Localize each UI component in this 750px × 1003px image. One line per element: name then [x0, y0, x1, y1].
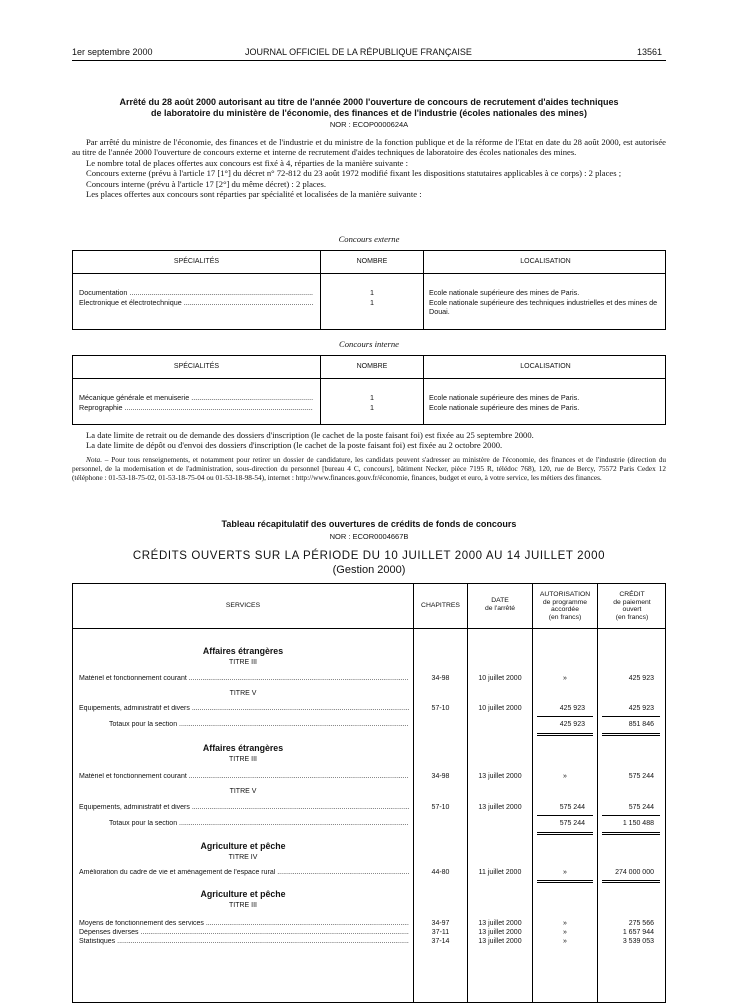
row-date: 10 juillet 2000: [478, 675, 522, 682]
titre-label: TITRE V: [229, 690, 257, 697]
header-specialites: SPÉCIALITÉS: [173, 363, 220, 370]
article2-title: Tableau récapitulatif des ouvertures de crédits de fonds de concours: [221, 519, 517, 529]
row-ap: 575 244: [559, 804, 585, 811]
caption-concours-externe: Concours externe: [338, 234, 400, 244]
group-title: Affaires étrangères: [202, 646, 284, 656]
article1-body: Par arrêté du ministre de l'économie, des finances et de l'industrie et du ministre de la fonction publique et de la réforme de l'Etat en date du 28 août 2000, est autorisée au titre de l'année 2000 l'ouverture de concours externe et interne de recrutement d'aides techniques de laboratoire des écoles nationales des mines. Le nombre total de places offertes aux concours est fixé à 4, réparties de la manière suivante : Concours externe (prévu à l'article 17 [1°] du décret n° 72-812 du 23 août 1972 modifié fixant les dispositions statutaires applicables à ce corps) : 2 places ; Concours interne (prévu à l'article 17 [2°] du même décret) : 2 places. Les places offertes aux concours sont réparties par spécialité et localisées de la manière suivante :: [72, 137, 666, 200]
row-label: Moyens de fonctionnement des services .....: [79, 920, 409, 927]
row-ap: »: [563, 869, 567, 876]
article1-title: Arrêté du 28 août 2000 autorisant au titre de l'année 2000 l'ouverture de concours de recrutement d'aides techniques de laboratoire du ministère de l'économie, des finances et de l'industrie (écoles nationales des mines): [119, 97, 619, 118]
table-concours-interne: [72, 355, 666, 425]
row-cp: 274 000 000: [615, 869, 654, 876]
credits-table: [72, 583, 666, 1003]
header-page-number: 13561: [637, 47, 663, 57]
row-chapitre: 34-98: [431, 675, 450, 682]
titre-label: TITRE IV: [228, 854, 258, 861]
table-row-nombre: 1: [370, 403, 374, 412]
row-label: Equipements, administratif et divers .....: [79, 705, 409, 712]
group-title: Affaires étrangères: [202, 743, 284, 753]
row-cp: 425 923: [628, 675, 654, 682]
row-chapitre: 57-10: [431, 705, 450, 712]
row-cp: 575 244: [628, 804, 654, 811]
row-date: 13 juillet 2000: [478, 804, 522, 811]
row-date: 13 juillet 2000: [478, 773, 522, 780]
table-row-nombre: 1: [370, 393, 374, 402]
row-date: 13 juillet 2000: [478, 929, 522, 936]
total-cp: 1 150 488: [622, 820, 654, 827]
row-label: Amélioration du cadre de vie et aménagement de l'espace rural .....: [79, 869, 409, 876]
row-chapitre: 34-98: [431, 773, 450, 780]
caption-concours-interne: Concours interne: [339, 339, 399, 349]
row-ap: »: [563, 929, 567, 936]
totals-label: Totaux pour la section .....: [109, 820, 409, 827]
row-date: 13 juillet 2000: [478, 920, 522, 927]
table-row-nombre: 1: [370, 288, 374, 297]
row-cp: 1 657 944: [622, 929, 654, 936]
table-row-localisation: Ecole nationale supérieure des mines de Paris.: [429, 403, 580, 412]
row-ap: »: [563, 675, 567, 682]
row-cp: 425 923: [628, 705, 654, 712]
header-autorisation: AUTORISATION de programme accordée (en francs): [539, 591, 591, 621]
titre-label: TITRE V: [229, 788, 257, 795]
row-cp: 575 244: [628, 773, 654, 780]
row-label: Matériel et fonctionnement courant .....: [79, 675, 409, 682]
total-ap: 575 244: [559, 820, 585, 827]
header-date: 1er septembre 2000: [72, 47, 153, 57]
row-cp: 3 539 053: [622, 938, 654, 945]
row-ap: »: [563, 773, 567, 780]
row-date: 11 juillet 2000: [478, 869, 522, 876]
table-row-specialite: Reprographie .....: [79, 403, 313, 412]
header-services: SERVICES: [225, 602, 261, 609]
row-ap: »: [563, 920, 567, 927]
table-row-localisation: Ecole nationale supérieure des mines de Paris.: [429, 288, 580, 297]
table-row-nombre: 1: [370, 298, 374, 307]
group-title: Agriculture et pêche: [200, 889, 286, 899]
article2-nor: NOR : ECOR0004667B: [329, 532, 409, 541]
header-nombre: NOMBRE: [356, 258, 388, 265]
row-chapitre: 44-80: [431, 869, 450, 876]
row-label: Statistiques .....: [79, 938, 409, 945]
article2-subheading: (Gestion 2000): [332, 564, 406, 576]
total-ap: 425 923: [559, 721, 585, 728]
row-label: Equipements, administratif et divers .....: [79, 804, 409, 811]
article1-dates: La date limite de retrait ou de demande des dossiers d'inscription (le cachet de la poste faisant foi) est fixée au 25 septembre 2000. La date limite de dépôt ou d'envoi des dossiers d'inscription (le cachet de la poste faisant foi) est fixée au 2 octobre 2000.: [86, 430, 534, 451]
header-journal: JOURNAL OFFICIEL DE LA RÉPUBLIQUE FRANÇAISE: [245, 47, 472, 57]
row-ap: 425 923: [559, 705, 585, 712]
group-title: Agriculture et pêche: [200, 841, 286, 851]
article2-heading: CRÉDITS OUVERTS SUR LA PÉRIODE DU 10 JUILLET 2000 AU 14 JUILLET 2000: [132, 550, 606, 562]
totals-label: Totaux pour la section .....: [109, 721, 409, 728]
row-date: 10 juillet 2000: [478, 705, 522, 712]
header-nombre: NOMBRE: [356, 363, 388, 370]
row-date: 13 juillet 2000: [478, 938, 522, 945]
table-row-specialite: Mécanique générale et menuiserie .....: [79, 393, 313, 402]
titre-label: TITRE III: [229, 659, 257, 666]
table-row-specialite: Documentation .....: [79, 288, 313, 297]
row-label: Dépenses diverses .....: [79, 929, 409, 936]
article1-note: Nota. – Pour tous renseignements, et notamment pour retirer un dossier de candidature, les candidats peuvent s'adresser au ministère de l'économie, des finances et de l'industrie (direction du personnel, de la modernisation et de l'administration, sous-direction du personnel [bureau 4 C, concours], bâtiment Necker, pièce 7195 R, télédoc 768), 120, rue de Bercy, 75572 Paris Cedex 12 (téléphone : 01-53-18-75-02, 01-53-18-75-04 ou 01-53-18-98-54), internet : http://www.finances.gouv.fr/économie, finances, budget et euro, à votre service, les métiers des finances.: [72, 455, 666, 482]
table-row-localisation: Ecole nationale supérieure des mines de Paris.: [429, 393, 580, 402]
header-localisation: LOCALISATION: [520, 258, 571, 265]
header-localisation: LOCALISATION: [520, 363, 571, 370]
header-chapitres: CHAPITRES: [421, 602, 460, 609]
table-header: [73, 251, 665, 274]
total-cp: 851 846: [628, 721, 654, 728]
header-credit: CRÉDIT de paiement ouvert (en francs): [613, 591, 651, 621]
row-chapitre: 34-97: [431, 920, 450, 927]
row-label: Matériel et fonctionnement courant .....: [79, 773, 409, 780]
header-date: DATE de l'arrêté: [484, 597, 515, 612]
titre-label: TITRE III: [229, 902, 257, 909]
table-concours-externe: [72, 250, 666, 330]
row-cp: 275 566: [628, 920, 654, 927]
table-row-specialite: Electronique et électrotechnique .....: [79, 298, 313, 307]
header-rule: [72, 60, 666, 61]
row-chapitre: 57-10: [431, 804, 450, 811]
row-chapitre: 37-14: [431, 938, 450, 945]
titre-label: TITRE III: [229, 756, 257, 763]
table-row-localisation: Ecole nationale supérieure des techniques industrielles et des mines de Douai.: [429, 298, 658, 316]
row-ap: »: [563, 938, 567, 945]
table-header: [73, 356, 665, 379]
row-chapitre: 37-11: [431, 929, 450, 936]
article1-nor: NOR : ECOP0000624A: [329, 120, 409, 129]
header-specialites: SPÉCIALITÉS: [173, 258, 220, 265]
